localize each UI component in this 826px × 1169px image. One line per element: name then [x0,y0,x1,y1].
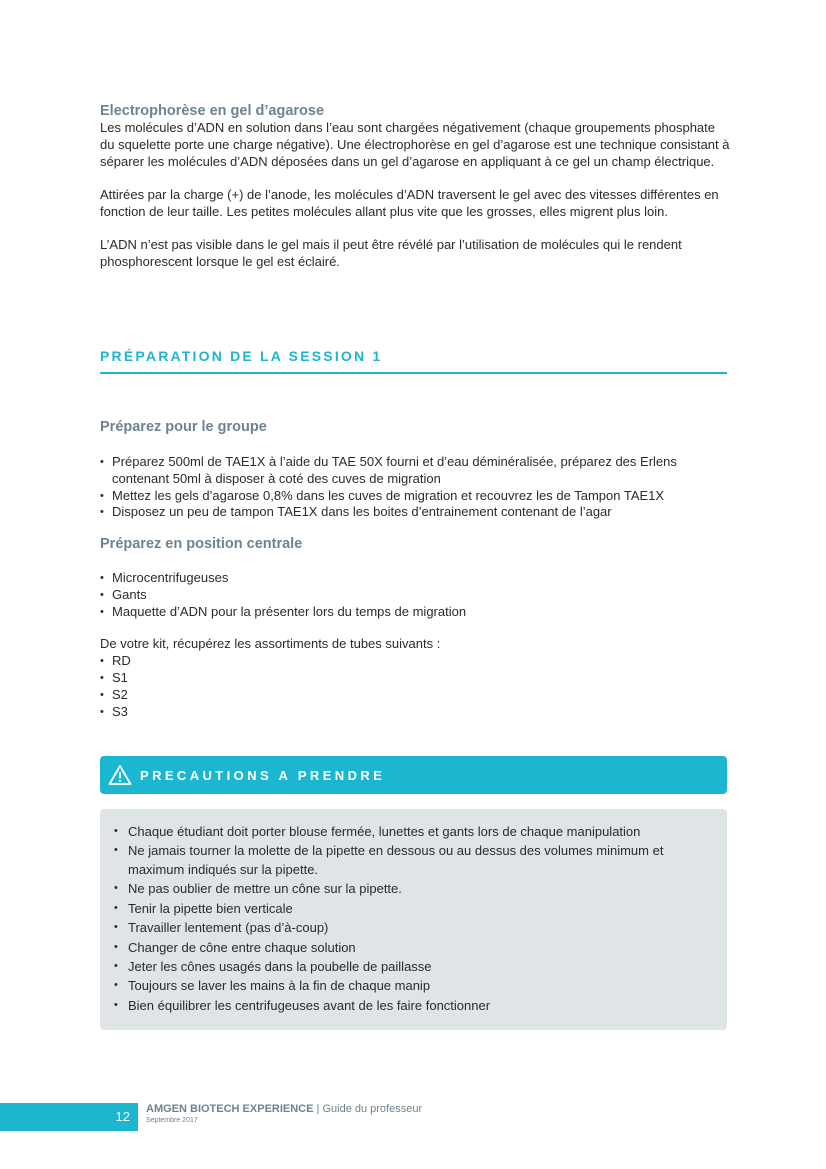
page-number: 12 [115,1109,130,1124]
precautions-banner [100,756,727,794]
section-title [100,348,727,374]
list-item: • Ne pas oublier de mettre un cône sur la pipette. [114,879,713,898]
group-list [100,454,730,521]
intro-paragraph: Attirées par la charge (+) de l’anode, les molécules d’ADN traversent le gel avec des vitesses différentes en fonction de leur taille. Les petites molécules allant plus vite que les grosses, elles migrent plus loin. [100,186,719,219]
group-heading: Préparez pour le groupe [100,419,267,435]
list-item: • Bien équilibrer les centrifugeuses avant de les faire fonctionner [114,996,713,1015]
intro-section [100,103,730,271]
list-item: • S1 [100,670,730,687]
list-item: • Chaque étudiant doit porter blouse fermée, lunettes et gants lors de chaque manipulation [114,822,713,841]
list-item: • RD [100,653,730,670]
list-item: • S2 [100,687,730,704]
list-item: • Travailler lentement (pas d’à-coup) [114,918,713,937]
footer-guide: Guide du professeur [322,1103,423,1115]
footer-date: Septembre 2017 [146,1117,198,1124]
list-item: • Gants [100,587,730,604]
warning-icon [108,764,132,786]
central-heading: Préparez en position centrale [100,536,303,552]
intro-paragraph: L’ADN n’est pas visible dans le gel mais il peut être révélé par l’utilisation de molécules qui le rendent phosphorescent lorsque le gel est éclairé. [100,236,682,269]
list-item: • Changer de cône entre chaque solution [114,938,713,957]
footer-brand: AMGEN BIOTECH EXPERIENCE [146,1103,314,1115]
central-list [100,570,730,620]
list-item: • Jeter les cônes usagés dans la poubelle de paillasse [114,957,713,976]
footer-text [146,1103,422,1126]
footer-separator: | [313,1103,323,1115]
list-item: • Préparez 500ml de TAE1X à l’aide du TAE 50X fourni et d’eau déminéralisée, préparez des Erlens contenant 50ml à disposer à coté des cuves de migration [100,454,730,488]
group-prep-block [100,419,730,521]
tube-list [100,653,730,720]
intro-paragraph: Les molécules d’ADN en solution dans l’eau sont chargées négativement (chaque groupements phosphate du squelette porte une charge négative). Une électrophorèse en gel d’agarose est une technique consistant à séparer les molécules d’ADN déposées dans un gel d’agarose en appliquant à ce gel un champ électrique. [100,120,730,169]
central-prep-block [100,536,730,720]
list-item: • Disposez un peu de tampon TAE1X dans les boites d’entrainement contenant de l’agar [100,504,730,521]
precautions-list [114,822,713,1015]
intro-heading: Electrophorèse en gel d’agarose [100,103,325,119]
precautions-box [100,809,727,1030]
list-item: • Ne jamais tourner la molette de la pipette en dessous ou au dessus des volumes minimum et maximum indiqués sur la pipette. [114,841,713,879]
list-item: • Microcentrifugeuses [100,570,730,587]
kit-intro: De votre kit, récupérez les assortiments de tubes suivants : [100,636,441,652]
precautions-title: PRECAUTIONS A PRENDRE [140,767,386,783]
list-item: • Maquette d’ADN pour la présenter lors du temps de migration [100,604,730,621]
list-item: • Toujours se laver les mains à la fin de chaque manip [114,976,713,995]
list-item: • Tenir la pipette bien verticale [114,899,713,918]
list-item: • Mettez les gels d’agarose 0,8% dans les cuves de migration et recouvrez les de Tampon TAE1X [100,488,730,505]
section-title-text: PRÉPARATION DE LA SESSION 1 [100,348,383,364]
footer-page-bar [0,1103,138,1131]
list-item: • S3 [100,704,730,721]
